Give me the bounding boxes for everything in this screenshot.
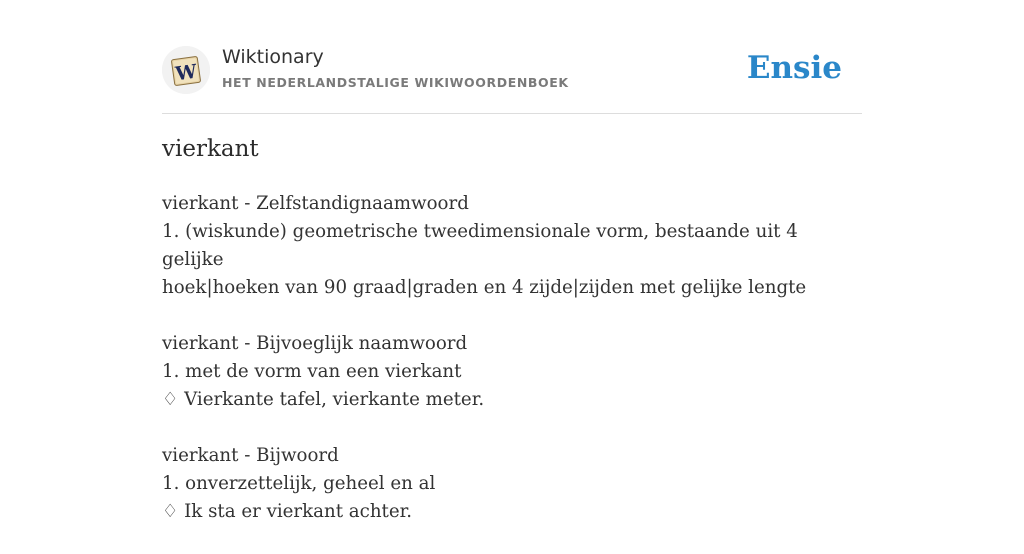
entry-heading: vierkant - Bijwoord	[162, 445, 339, 466]
entry-adverb	[162, 442, 862, 526]
header-divider	[162, 113, 862, 114]
site-tagline: HET NEDERLANDSTALIGE WIKIWOORDENBOEK	[222, 75, 569, 90]
entry-heading: vierkant - Zelfstandignaamwoord	[162, 193, 469, 214]
wiktionary-logo-icon[interactable]	[162, 46, 210, 94]
example-line: ♢ Vierkante tafel, vierkante meter.	[162, 389, 485, 410]
entry-adjective	[162, 330, 862, 414]
definition-line: 1. met de vorm van een vierkant	[162, 361, 462, 382]
page-title: vierkant	[162, 136, 259, 162]
site-name[interactable]: Wiktionary	[222, 46, 324, 68]
definition-line: 1. onverzettelijk, geheel en al	[162, 473, 436, 494]
definition-line: hoek|hoeken van 90 graad|graden en 4 zijde|zijden met gelijke lengte	[162, 277, 807, 298]
definition-line: 1. (wiskunde) geometrische tweedimensionale vorm, bestaande uit 4 gelijke	[162, 221, 798, 270]
definitions	[162, 190, 862, 554]
header	[162, 44, 862, 100]
svg-text:W: W	[174, 60, 199, 86]
ensie-brand-link[interactable]: Ensie	[746, 50, 842, 86]
entry-heading: vierkant - Bijvoeglijk naamwoord	[162, 333, 468, 354]
entry-noun	[162, 190, 862, 302]
example-line: ♢ Ik sta er vierkant achter.	[162, 501, 413, 522]
